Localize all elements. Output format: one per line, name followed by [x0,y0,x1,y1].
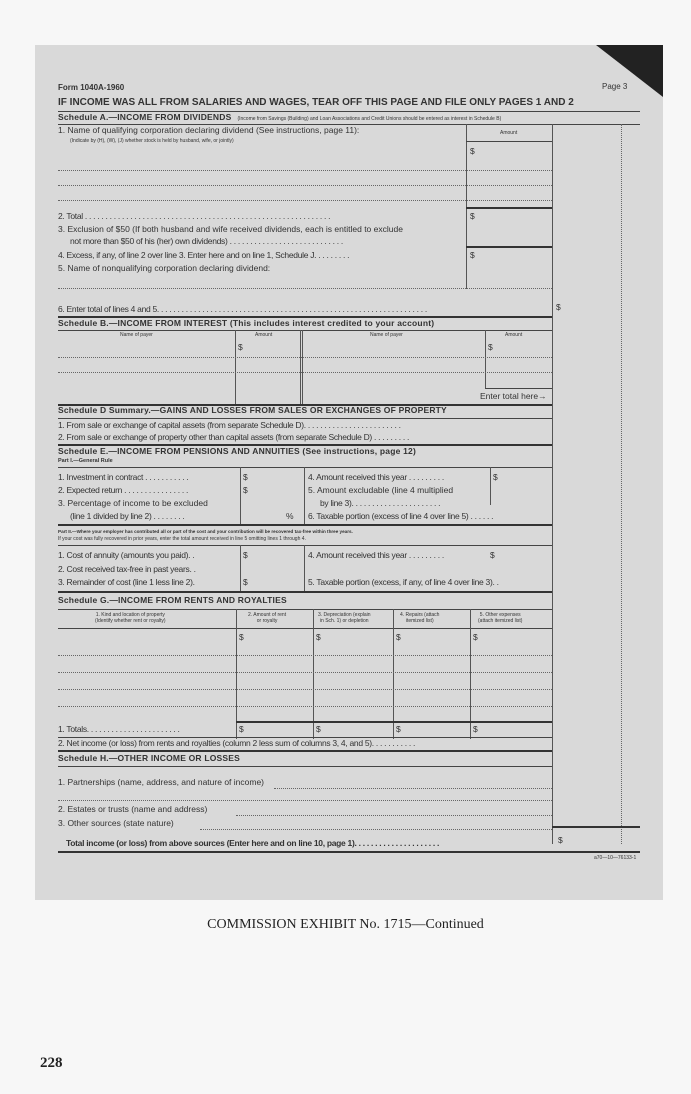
part2-label: Part II.—Where your employer has contributed all or part of the cost and your contribution will be recovered tax-free within three years. [58,529,353,534]
e2-line5: 5. Taxable portion (excess, if any, of line 4 over line 3). . [308,577,499,587]
dollar-sign: $ [470,146,475,156]
schedule-b-title: Schedule B.—INCOME FROM INTEREST (This includes interest credited to your account) [58,318,435,328]
dollar-sign: $ [473,632,478,642]
g-col-depreciation: 3. Depreciation (explain in Sch. 1) or depletion [318,612,371,624]
print-code: a70—10—76133-1 [594,855,637,861]
dollar-sign: $ [243,577,248,587]
sched-a-line6: 6. Enter total of lines 4 and 5. . . . . . . . . . . . . . . . . . . . . . . . . . . . . . . . . . . . . . . . . . . . . . . . . . . . . . . . . . . . . . . . . . [58,304,427,314]
page-number: 228 [40,1055,63,1071]
e2-line1: 1. Cost of annuity (amounts you paid). . [58,550,195,560]
h-line2: 2. Estates or trusts (name and address) [58,804,208,814]
e1-line3b: (line 1 divided by line 2) . . . . . . . . [70,511,185,521]
percent-sign: % [286,511,294,521]
amount-header: Amount [500,130,518,136]
page-label: Page 3 [602,82,628,91]
dollar-sign: $ [243,550,248,560]
dollar-sign: $ [470,211,475,221]
banner: IF INCOME WAS ALL FROM SALARIES AND WAGES, TEAR OFF THIS PAGE AND FILE ONLY PAGES 1 AND 2 [58,97,574,108]
e1-line1: 1. Investment in contract . . . . . . . . . . . [58,472,189,482]
g-col-property: 1. Kind and location of property (Identify whether rent or royalty) [95,612,166,624]
g-totals: 1. Totals. . . . . . . . . . . . . . . . . . . . . . . [58,724,180,734]
dollar-sign: $ [490,550,495,560]
e1-line5a: 5. Amount excludable (line 4 multiplied [308,485,454,495]
dollar-sign: $ [488,342,493,352]
dollar-sign: $ [239,632,244,642]
dollar-sign: $ [556,302,561,312]
e1-line3a: 3. Percentage of income to be excluded [58,498,208,508]
e1-line2: 2. Expected return . . . . . . . . . . . . . . . . [58,485,189,495]
dollar-sign: $ [238,342,243,352]
sched-a-line2: 2. Total . . . . . . . . . . . . . . . . . . . . . . . . . . . . . . . . . . . . . . . . . . . . . . . . . . . . . . . . . . . . [58,211,331,221]
sched-a-line1: 1. Name of qualifying corporation declaring dividend (See instructions, page 11): [58,125,360,135]
sched-a-line3a: 3. Exclusion of $50 (If both husband and wife received dividends, each is entitled to exclude [58,224,403,234]
part2-note: If your cost was fully recovered in prior years, enter the total amount received in line 5 omitting lines 1 through 4. [58,536,306,542]
schedule-e-title: Schedule E.—INCOME FROM PENSIONS AND ANNUITIES (See instructions, page 12) [58,446,416,456]
schedule-h-title: Schedule H.—OTHER INCOME OR LOSSES [58,753,241,763]
e2-line2: 2. Cost received tax-free in past years. . [58,564,196,574]
dollar-sign: $ [473,724,478,734]
sched-a-line1-note: (Indicate by (H), (W), (J) whether stock is held by husband, wife, or jointly) [70,138,234,144]
dollar-sign: $ [558,835,563,845]
dollar-sign: $ [316,724,321,734]
h-total: Total income (or loss) from above sources (Enter here and on line 10, page 1). . . . . . . . . . . . . . . . . . . . . [66,838,440,848]
dollar-sign: $ [243,472,248,482]
col-amount: Amount [505,332,523,338]
dollar-sign: $ [316,632,321,642]
sched-d-line1: 1. From sale or exchange of capital assets (from separate Schedule D). . . . . . . . . . . . . . . . . . . . . . . . [58,420,401,430]
e2-line4: 4. Amount received this year . . . . . . . . . [308,550,444,560]
dollar-sign: $ [239,724,244,734]
e2-line3: 3. Remainder of cost (line 1 less line 2). [58,577,195,587]
form-id: Form 1040A-1960 [58,83,125,92]
schedule-g-title: Schedule G.—INCOME FROM RENTS AND ROYALTIES [58,595,287,605]
schedule-a-header [58,113,501,123]
col-amount: Amount [255,332,273,338]
col-payer: Name of payer [370,332,403,338]
e1-line4: 4. Amount received this year . . . . . . . . . [308,472,444,482]
g-col-repairs: 4. Repairs (attach itemized list) [400,612,440,624]
part1-label: Part I.—General Rule [58,458,113,464]
dollar-sign: $ [243,485,248,495]
sched-d-line2: 2. From sale or exchange of property other than capital assets (from separate Schedule D) . . . . . . . . . [58,432,410,442]
schedule-a-title: Schedule A.—INCOME FROM DIVIDENDS [58,112,232,122]
dollar-sign: $ [470,250,475,260]
g-col-other-expenses: 5. Other expenses (attach itemized list) [478,612,523,624]
dollar-sign: $ [396,724,401,734]
sched-a-line4: 4. Excess, if any, of line 2 over line 3. Enter here and on line 1, Schedule J. . . . . . . . . [58,250,350,260]
exhibit-caption: COMMISSION EXHIBIT No. 1715—Continued [207,917,484,932]
schedule-d-title: Schedule D Summary.—GAINS AND LOSSES FROM SALES OR EXCHANGES OF PROPERTY [58,405,447,415]
e1-line5b: by line 3). . . . . . . . . . . . . . . . . . . . . . [320,498,441,508]
g-line2: 2. Net income (or loss) from rents and royalties (column 2 less sum of columns 3, 4, and 5). . . . . . . . . . . [58,738,416,748]
sched-a-line5: 5. Name of nonqualifying corporation declaring dividend: [58,263,271,273]
dollar-sign: $ [493,472,498,482]
col-payer: Name of payer [120,332,153,338]
dollar-sign: $ [396,632,401,642]
sched-a-line3b: not more than $50 of his (her) own dividends) . . . . . . . . . . . . . . . . . . . . . . . . . . . . [70,236,343,246]
g-col-rent: 2. Amount of rent or royalty [248,612,287,624]
e1-line6: 6. Taxable portion (excess of line 4 over line 5) . . . . . . [308,511,494,521]
enter-total-label: Enter total here→ [480,391,547,401]
h-line1: 1. Partnerships (name, address, and nature of income) [58,777,264,787]
schedule-a-note: (Income from Savings (Building) and Loan Associations and Credit Unions should be entered as interest in Schedule B) [237,116,502,122]
h-line3: 3. Other sources (state nature) [58,818,174,828]
